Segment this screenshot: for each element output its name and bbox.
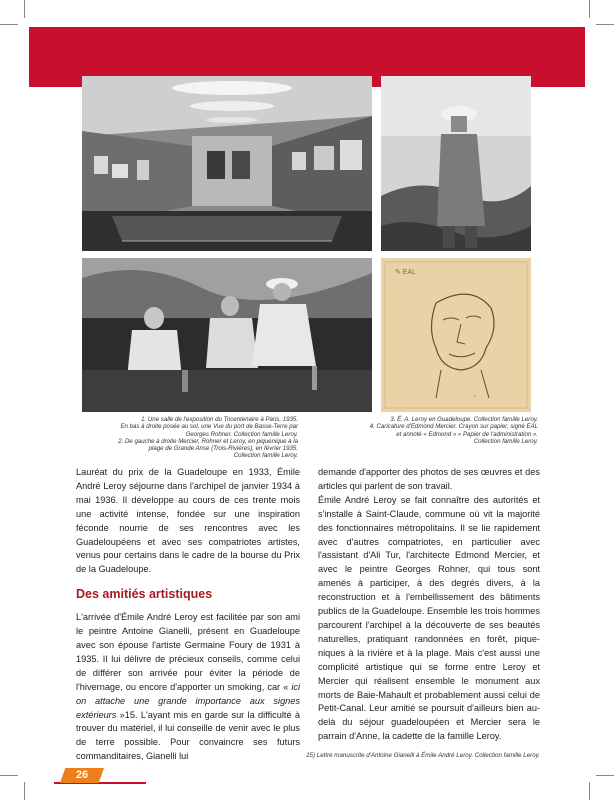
section-title: Des amitiés artistiques	[76, 587, 213, 602]
crop-mark	[0, 24, 18, 25]
caption-line: 1. Une salle de l'exposition du Tricentenaire à Paris, 1935.	[141, 416, 298, 423]
body-text: L'arrivée d'Émile André Leroy est facilitée par son ami le peintre Antoine Gianelli, présent en Guadeloupe avec son épouse l'artiste Germaine Foury de 1931 à 1935. Il lui délivre de précieux conseils, comme celui de différer son arrivée pour éviter la période de l'hivernage, ou encore d'apporter un smoking, car «	[76, 612, 300, 692]
caption-line: et annoté « Edmond » « Papier de l'administration ».	[396, 430, 538, 438]
caption-line: 3. É. A. Leroy en Guadeloupe. Collection famille Leroy.	[390, 416, 538, 423]
quote-text: ici on attache une grande importance aux signes extérieurs	[76, 681, 300, 720]
footnote: 15) Lettre manuscrite d'Antoine Gianelli à Émile André Leroy. Collection famille Leroy.	[306, 752, 540, 759]
man-in-pith-helmet-photo	[381, 76, 531, 251]
caption-line: Collection famille Leroy.	[233, 452, 298, 460]
body-paragraph: demande d'apporter des photos de ses œuvres et des articles qui parlent de son travail.	[318, 467, 540, 491]
caption-right	[318, 416, 538, 445]
caption-left	[82, 416, 298, 460]
caption-line: plage de Grande Anse (Trois-Rivières), en février 1935.	[148, 445, 298, 453]
body-paragraph	[76, 611, 300, 764]
crop-mark	[0, 775, 18, 776]
caption-line: En bas à droite posée au sol, une Vue du port de Basse-Terre par	[120, 423, 298, 431]
right-column	[318, 466, 540, 744]
crop-mark	[24, 0, 25, 18]
svg-text:✎ EAL: ✎ EAL	[395, 269, 417, 276]
body-text: »15. L'ayant mis en garde sur la difficulté à trouver du matériel, il lui conseille de venir avec le plus de terre possible. Pour convaincre ses futurs commanditaires, Gianelli lui	[76, 709, 300, 762]
caption-line: 2. De gauche à droite Mercier, Rohner et Leroy, en piquenique à la	[118, 437, 298, 445]
crop-mark	[596, 24, 614, 25]
crop-mark	[589, 782, 590, 800]
body-paragraph: Émile André Leroy se fait connaître des autorités et s'installe à Saint-Claude, commune où vit la majorité des fonctionnaires métropolitains. Il se lie rapidement avec d'autres compatriotes, en particulier avec l'assistant d'Ali Tur, l'architecte Edmond Mercier, et avec le peintre Georges Rohner, qui tous sont amenés à participer, à des degrés divers, à la reconstruction et à l'embellissement des bâtiments publics de la Guadeloupe. Ensemble les trois hommes parcourent l'archipel à la découverte de ses beautés naturelles, pratiquant randonnées en forêt, pique-niques à la rivière et à la plage. Mais c'est aussi une complicité artistique qui se forme entre Leroy et Mercier qui réalisent ensemble le monument aux morts de Baie-Mahault et probablement aussi celui de Petit-Canal. Leur amitié se poursuit d'ailleurs bien au-delà du séjour guadeloupéen et Mercier sera le parrain d'Anne, la cadette de la famille Leroy.	[318, 494, 540, 742]
caption-line: 4. Caricature d'Edmond Mercier. Crayon sur papier, signé EAL	[369, 423, 538, 431]
pencil-caricature-sketch	[381, 258, 531, 412]
caption-line: Georges Rohner. Collection famille Leroy.	[185, 430, 298, 438]
caption-line: Collection famille Leroy.	[473, 437, 538, 445]
page-number: 26	[75, 769, 89, 781]
left-column	[76, 466, 300, 764]
crop-mark	[24, 782, 25, 800]
svg-text:~: ~	[473, 394, 477, 400]
picnic-group-photo	[82, 258, 372, 412]
crop-mark	[596, 775, 614, 776]
crop-mark	[589, 0, 590, 18]
intro-paragraph: Lauréat du prix de la Guadeloupe en 1933, Émile André Leroy séjourne dans l'archipel de janvier 1934 à mai 1936. Il développe au cours de ces trente mois une activité intense, fondée sur une inspiration féconde nourrie de ses rencontres avec les Guadeloupéens et avec ses compatriotes artistes, venus pour certains dans le cadre de la bourse du Prix de la Guadeloupe.	[76, 467, 300, 575]
exhibition-hall-photo	[82, 76, 372, 251]
page-number-badge	[54, 768, 108, 784]
